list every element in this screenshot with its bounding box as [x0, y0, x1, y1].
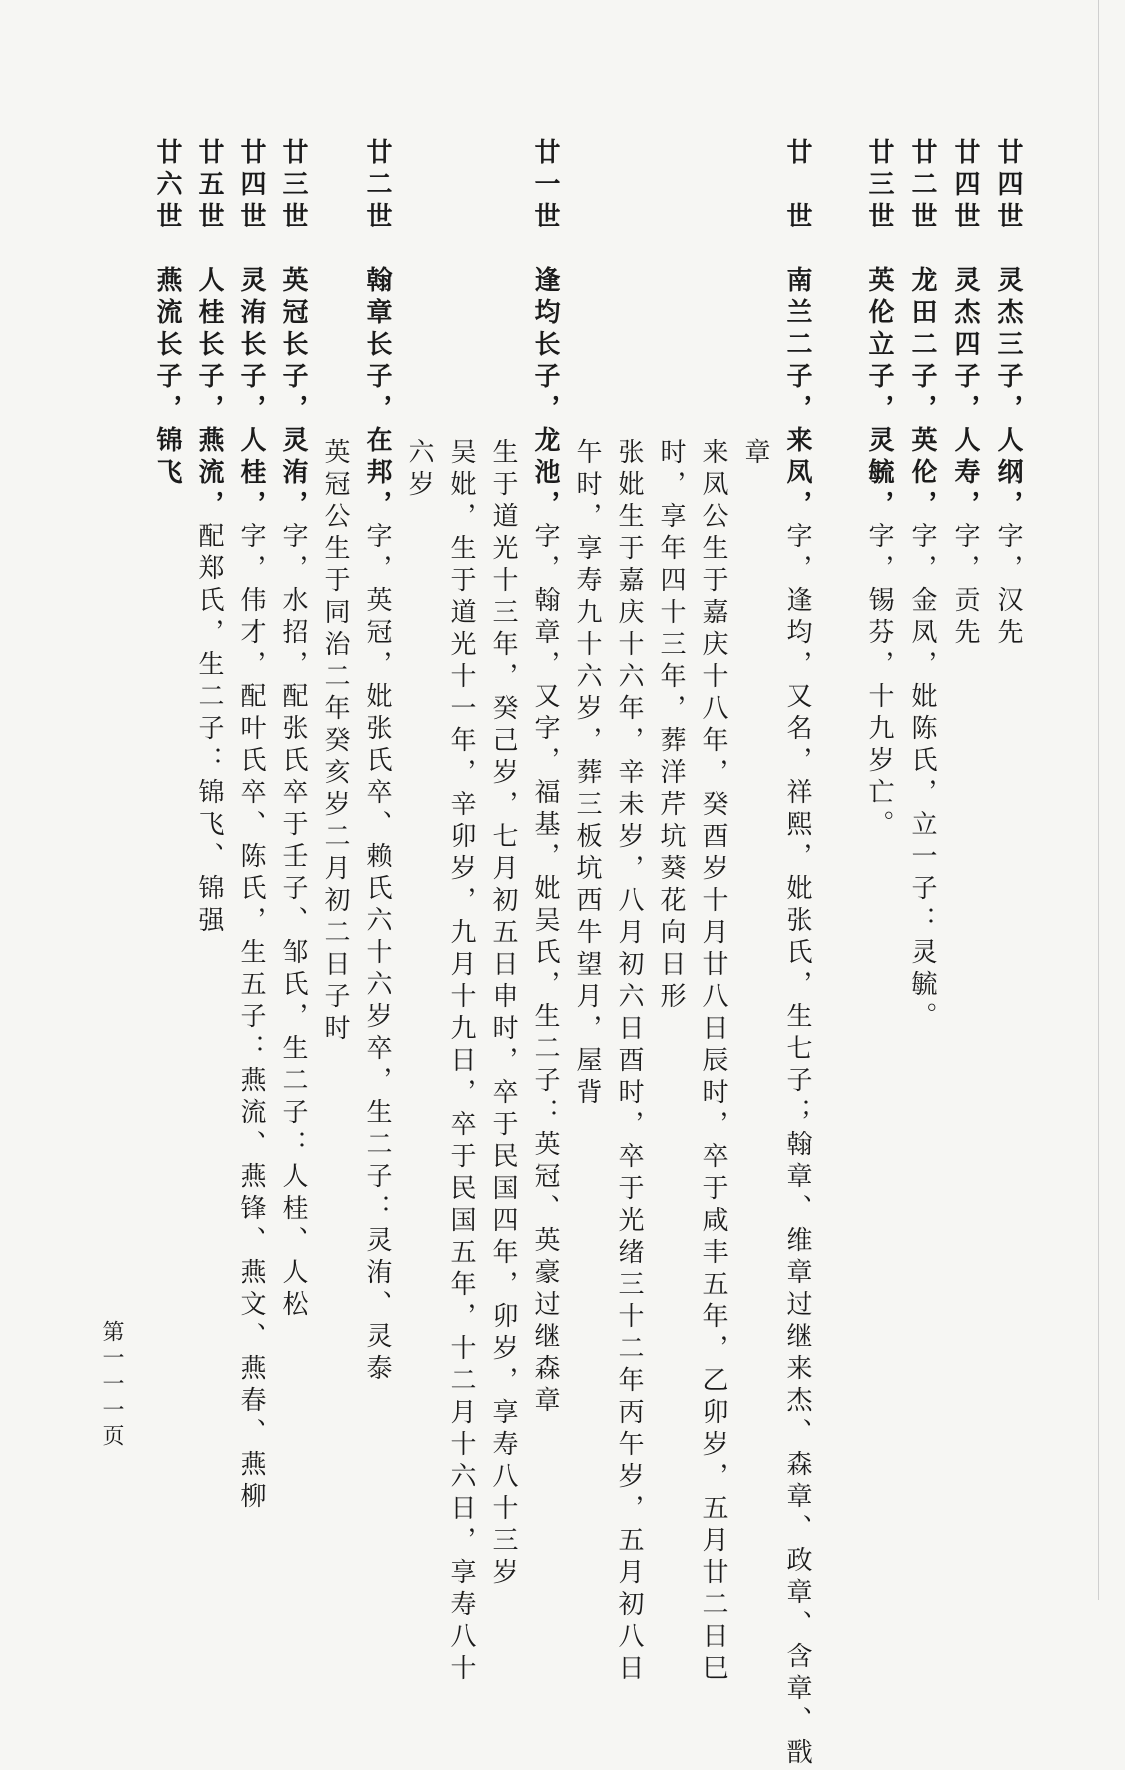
entry-text: 字，金凤，妣陈氏，立一子：灵毓。 [907, 522, 937, 1034]
entry-continuation [572, 438, 602, 1110]
entry-column [907, 138, 937, 1034]
person-name: 英冠长子，灵洧， [278, 266, 308, 522]
entry-continuation [488, 438, 518, 1590]
entry-text: 字，伟才，配叶氏卒、陈氏，生五子：燕流、燕锋、燕文、燕春、燕柳 [236, 522, 266, 1514]
page-number: 第一一一页 [99, 1320, 124, 1450]
entry-text: 时，享年四十三年，葬洋芹坑葵花向日形 [656, 438, 686, 1014]
person-name: 龙田二子，英伦， [907, 266, 937, 522]
entry-text: 来凤公生于嘉庆十八年，癸酉岁十月廿八日辰时，卒于咸丰五年，乙卯岁，五月廿二日巳 [698, 438, 728, 1686]
entry-text: 六岁 [404, 438, 434, 502]
entry-text: 字，贡先 [950, 522, 980, 650]
entry-column [993, 138, 1023, 650]
entry-text: 生于道光十三年，癸己岁，七月初五日申时，卒于民国四年，卯岁，享寿八十三岁 [488, 438, 518, 1590]
entry-column [194, 138, 224, 938]
generation-label: 廿四世 [236, 138, 266, 234]
generation-label: 廿二世 [362, 138, 392, 234]
person-name: 英伦立子，灵毓， [864, 266, 894, 522]
generation-label: 廿三世 [864, 138, 894, 234]
entry-text: 字，逢均，又名，祥熙，妣张氏，生七子；翰章、维章过继来杰、森章、政章、含章、戬 [782, 522, 812, 1770]
person-name: 逢均长子，龙池， [530, 266, 560, 522]
entry-continuation [404, 438, 434, 502]
person-name: 灵杰四子，人寿， [950, 266, 980, 522]
entry-continuation [656, 438, 686, 1014]
generation-label: 廿 世 [782, 138, 812, 234]
generation-label: 廿四世 [993, 138, 1023, 234]
person-name: 灵洧长子，人桂， [236, 266, 266, 522]
entry-text: 英冠公生于同治二年癸亥岁二月初二日子时 [320, 438, 350, 1046]
generation-label: 廿三世 [278, 138, 308, 234]
entry-continuation [320, 438, 350, 1046]
entry-continuation [614, 438, 644, 1686]
generation-label: 廿五世 [194, 138, 224, 234]
entry-column [236, 138, 266, 1514]
entry-text: 字，英冠，妣张氏卒、赖氏六十六岁卒，生二子：灵洧、灵泰 [362, 522, 392, 1386]
entry-text: 字，汉先 [993, 522, 1023, 650]
entry-column [278, 138, 308, 1322]
entry-text: 张妣生于嘉庆十六年，辛未岁，八月初六日酉时，卒于光绪三十二年丙午岁，五月初八日 [614, 438, 644, 1686]
entry-column [362, 138, 392, 1386]
person-name: 翰章长子，在邦， [362, 266, 392, 522]
person-name: 南兰二子，来凤， [782, 266, 812, 522]
entry-text: 吴妣，生于道光十一年，辛卯岁，九月十九日，卒于民国五年，十二月十六日，享寿八十 [446, 438, 476, 1686]
entry-text: 配郑氏，生二子：锦飞、锦强 [194, 522, 224, 938]
entry-column [782, 138, 812, 1770]
entry-text: 章 [740, 438, 770, 470]
person-name: 人桂长子，燕流， [194, 266, 224, 522]
entry-column [530, 138, 560, 1418]
entry-column [950, 138, 980, 650]
entry-column [152, 138, 182, 490]
generation-label: 廿一世 [530, 138, 560, 234]
entry-text: 字，翰章，又字，福基，妣吴氏，生二子：英冠、英豪过继森章 [530, 522, 560, 1418]
person-name: 燕流长子，锦飞 [152, 266, 182, 490]
entry-text: 字，锡芬，十九岁亡。 [864, 522, 894, 842]
entry-text: 午时，享寿九十六岁，葬三板坑西牛望月，屋背 [572, 438, 602, 1110]
margin-line [1098, 0, 1099, 1600]
entry-text: 字，水招，配张氏卒于壬子、邹氏，生二子：人桂、人松 [278, 522, 308, 1322]
generation-label: 廿六世 [152, 138, 182, 234]
entry-column [864, 138, 894, 842]
person-name: 灵杰三子，人纲， [993, 266, 1023, 522]
entry-continuation [698, 438, 728, 1686]
generation-label: 廿四世 [950, 138, 980, 234]
generation-label: 廿二世 [907, 138, 937, 234]
entry-continuation [446, 438, 476, 1686]
entry-continuation [740, 438, 770, 470]
